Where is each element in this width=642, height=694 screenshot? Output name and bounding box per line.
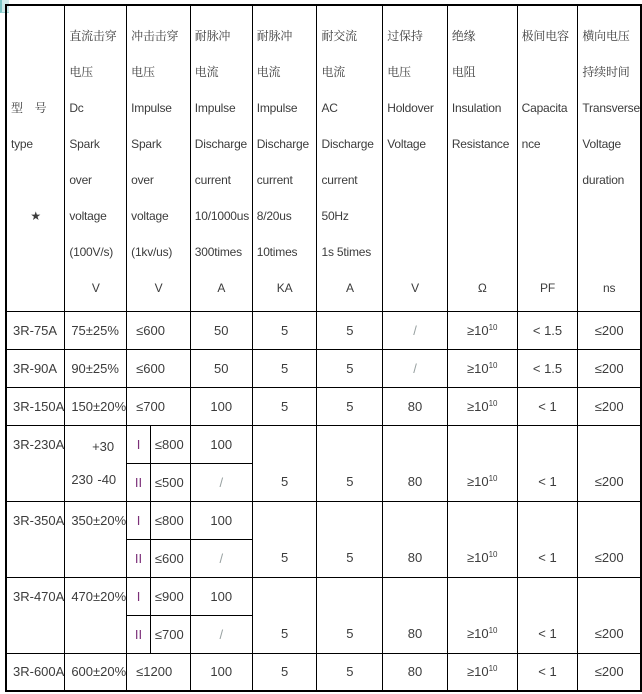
header-line <box>7 234 64 270</box>
header-line: 耐脉冲 <box>194 29 231 43</box>
insulation-base: ≥10 <box>466 549 489 565</box>
header-line: ns <box>603 281 616 295</box>
cell-i820 <box>252 501 317 577</box>
cell-capacitance <box>517 425 578 501</box>
cell-impulse: ≤1200 <box>127 653 191 691</box>
header-row <box>6 5 641 311</box>
header-impulse-discharge-current-8-20us <box>252 5 317 311</box>
cell-grade: I <box>127 501 151 539</box>
cell-ac <box>317 577 383 653</box>
cell-insulation <box>447 501 517 577</box>
header-line: 电压 <box>387 65 411 79</box>
header-line: current <box>194 173 231 187</box>
header-line: V <box>411 281 419 295</box>
cell-dc: 90±25% <box>65 349 127 387</box>
cell-capacitance-text: < 1 <box>538 549 557 565</box>
header-line: current <box>321 173 358 187</box>
header-line: Ω <box>477 281 487 295</box>
header-line: 绝缘 <box>451 29 476 43</box>
cell-impulse: ≤600 <box>150 539 190 577</box>
header-line: Voltage <box>387 137 426 151</box>
header-line: V <box>91 281 100 295</box>
cell-i10: 100 <box>190 501 252 539</box>
cell-holdover <box>383 425 448 501</box>
cell-holdover: / <box>383 349 448 387</box>
header-line: Discharge <box>256 137 309 151</box>
header-line <box>7 54 64 90</box>
header-line: current <box>256 173 293 187</box>
cell-ac-text: 5 <box>346 625 354 641</box>
cell-grade: II <box>127 463 151 501</box>
cell-dc: 75±25% <box>65 311 127 349</box>
header-line: PF <box>540 281 555 295</box>
header-line: over <box>131 173 154 187</box>
cell-impulse: ≤800 <box>150 425 190 463</box>
header-line: Capacita <box>521 101 568 115</box>
spec-table-wrapper <box>5 4 642 692</box>
header-line <box>383 198 447 234</box>
cell-type <box>6 501 65 577</box>
header-line: nce <box>521 137 541 151</box>
cell-transverse-text: ≤200 <box>594 473 624 489</box>
insulation-exponent: 10 <box>488 360 498 370</box>
cell-transverse: ≤200 <box>578 653 641 691</box>
cell-type <box>6 425 65 501</box>
cell-type: 3R-75A <box>6 311 65 349</box>
header-capacitance <box>517 5 578 311</box>
cell-transverse <box>578 501 641 577</box>
insulation-base: ≥10 <box>466 664 489 680</box>
cell-transverse: ≤200 <box>578 311 641 349</box>
cell-ac <box>317 425 383 501</box>
cell-capacitance: < 1.5 <box>517 311 578 349</box>
dc-tolerance-minus: -40 <box>97 472 117 487</box>
header-line: type <box>11 137 33 151</box>
cell-holdover-text: 80 <box>407 473 423 489</box>
cell-type-text: 3R-470A <box>13 588 65 604</box>
cell-i820-text: 5 <box>280 473 289 489</box>
header-line: duration <box>582 173 625 187</box>
insulation-base: ≥10 <box>466 625 489 641</box>
cell-capacitance-text: < 1 <box>538 473 557 489</box>
header-line: 电压 <box>131 65 155 79</box>
cell-ac-text: 5 <box>346 549 354 565</box>
cell-transverse: ≤200 <box>578 349 641 387</box>
cell-holdover-text: 80 <box>407 625 423 641</box>
header-line: Transverse <box>582 101 640 115</box>
cell-grade: II <box>127 615 151 653</box>
table-row <box>6 349 641 387</box>
header-line: A <box>345 281 354 295</box>
header-line: 电流 <box>321 65 346 79</box>
header-line: Impulse <box>256 101 298 115</box>
cell-dc <box>65 501 127 577</box>
cell-dc: 150±20% <box>65 387 127 425</box>
spec-table-body <box>6 311 641 691</box>
header-line: V <box>154 281 163 295</box>
cell-i820 <box>252 425 317 501</box>
cell-insulation-text <box>448 463 517 501</box>
header-line: over <box>69 173 92 187</box>
header-impulse-sparkover-voltage <box>127 5 191 311</box>
header-line: 10/1000us <box>194 209 250 223</box>
cell-ac-text: 5 <box>346 473 354 489</box>
table-row <box>6 577 641 615</box>
cell-i820 <box>252 577 317 653</box>
header-line: 持续时间 <box>582 65 630 79</box>
cell-i10: 100 <box>190 425 252 463</box>
cell-ac: 5 <box>317 349 383 387</box>
cell-holdover-text: 80 <box>407 549 423 565</box>
cell-i10: 100 <box>190 387 252 425</box>
cell-i820: 5 <box>252 311 317 349</box>
header-line <box>383 234 447 270</box>
cell-type: 3R-90A <box>6 349 65 387</box>
cell-type: 3R-150A <box>6 387 65 425</box>
cell-type-text: 3R-350A <box>13 512 65 528</box>
cell-impulse: ≤800 <box>150 501 190 539</box>
cell-capacitance: < 1 <box>517 653 578 691</box>
insulation-base: ≥10 <box>466 398 489 414</box>
cell-impulse: ≤700 <box>150 615 190 653</box>
cell-i10: / <box>190 539 252 577</box>
header-holdover-voltage <box>383 5 448 311</box>
cell-ac: 5 <box>317 387 383 425</box>
dc-value-line <box>65 463 126 496</box>
header-line: 8/20us <box>256 209 292 223</box>
insulation-exponent: 10 <box>488 398 498 408</box>
header-line <box>518 198 578 234</box>
cell-i820: 5 <box>252 653 317 691</box>
cell-insulation <box>447 311 517 349</box>
insulation-exponent: 10 <box>488 322 498 332</box>
cell-dc <box>65 577 127 653</box>
cell-impulse: ≤900 <box>150 577 190 615</box>
header-line <box>7 162 64 198</box>
cell-i820-text: 5 <box>280 549 289 565</box>
dc-tolerance-plus: +30 <box>92 439 115 454</box>
header-ac-discharge-current <box>317 5 383 311</box>
cell-i820-text: 5 <box>280 625 289 641</box>
header-line: 耐脉冲 <box>256 29 293 43</box>
header-line: 300times <box>194 245 242 259</box>
cell-holdover: 80 <box>383 387 448 425</box>
insulation-exponent: 10 <box>488 473 498 483</box>
header-type <box>6 5 65 311</box>
cell-i820: 5 <box>252 387 317 425</box>
cell-type <box>6 577 65 653</box>
header-line: 直流击穿 <box>69 29 117 43</box>
cell-insulation <box>447 577 517 653</box>
cell-i10: 50 <box>190 311 252 349</box>
header-line <box>518 162 578 198</box>
cell-capacitance: < 1.5 <box>517 349 578 387</box>
table-row <box>6 311 641 349</box>
header-line: 1s 5times <box>321 245 372 259</box>
header-line: A <box>217 281 226 295</box>
cell-dc <box>65 425 127 501</box>
header-line: AC <box>321 101 338 115</box>
insulation-exponent: 10 <box>488 664 498 674</box>
spec-table-head <box>6 5 641 311</box>
cell-ac: 5 <box>317 653 383 691</box>
header-line: Voltage <box>582 137 622 151</box>
cell-ac <box>317 501 383 577</box>
header-line: 横向电压 <box>582 29 630 43</box>
header-line: voltage <box>131 209 169 223</box>
cell-holdover <box>383 577 448 653</box>
header-line: Holdover <box>387 101 434 115</box>
cell-transverse <box>578 577 641 653</box>
cell-ac: 5 <box>317 311 383 349</box>
header-line: 电流 <box>194 65 219 79</box>
header-dc-sparkover-voltage <box>65 5 127 311</box>
insulation-exponent: 10 <box>488 549 498 559</box>
cell-i10: 100 <box>190 653 252 691</box>
header-line: Discharge <box>194 137 248 151</box>
insulation-exponent: 10 <box>488 625 498 635</box>
cell-type: 3R-600A <box>6 653 65 691</box>
cell-grade: II <box>127 539 151 577</box>
cell-i10: / <box>190 615 252 653</box>
header-line: 电流 <box>256 65 281 79</box>
header-line: Impulse <box>131 101 172 115</box>
header-line: (100V/s) <box>69 245 114 259</box>
header-line: KA <box>276 281 293 295</box>
header-line: Resistance <box>451 137 510 151</box>
spec-table <box>5 4 642 692</box>
cell-i10: / <box>190 463 252 501</box>
header-line: 冲击击穿 <box>131 29 179 43</box>
insulation-base: ≥10 <box>466 360 489 376</box>
header-line: Impulse <box>194 101 236 115</box>
header-line <box>578 234 640 270</box>
header-line: ★ <box>30 209 41 223</box>
cell-insulation <box>447 349 517 387</box>
header-line <box>7 18 64 54</box>
header-line: 耐交流 <box>321 29 357 43</box>
cell-holdover: 80 <box>383 653 448 691</box>
header-line: Discharge <box>321 137 374 151</box>
header-line <box>7 270 64 306</box>
header-line <box>383 162 447 198</box>
cell-impulse: ≤500 <box>150 463 190 501</box>
header-transverse-voltage-duration <box>578 5 641 311</box>
header-line: Insulation <box>451 101 502 115</box>
cell-dc-text: 350±20% <box>71 512 127 528</box>
cell-insulation-text <box>448 615 517 653</box>
header-line: 型 号 <box>11 101 47 115</box>
header-insulation-resistance <box>447 5 517 311</box>
cell-i10: 50 <box>190 349 252 387</box>
header-line <box>518 54 578 90</box>
table-row <box>6 653 641 691</box>
cell-transverse <box>578 425 641 501</box>
cell-transverse-text: ≤200 <box>594 549 624 565</box>
cell-grade: I <box>127 577 151 615</box>
table-row <box>6 501 641 539</box>
header-line <box>578 198 640 234</box>
cell-dc: 600±20% <box>65 653 127 691</box>
cell-transverse-text: ≤200 <box>594 625 624 641</box>
header-line: voltage <box>69 209 107 223</box>
header-line: 50Hz <box>321 209 349 223</box>
header-impulse-discharge-current-10-1000us <box>190 5 252 311</box>
cell-holdover <box>383 501 448 577</box>
header-line: 过保持 <box>387 29 423 43</box>
header-line: 极间电容 <box>521 29 569 43</box>
cell-insulation <box>447 425 517 501</box>
cell-impulse: ≤600 <box>127 311 191 349</box>
header-line: Spark <box>69 137 100 151</box>
cell-capacitance <box>517 501 578 577</box>
header-line: Dc <box>69 101 84 115</box>
table-row <box>6 387 641 425</box>
cell-transverse: ≤200 <box>578 387 641 425</box>
header-line: (1kv/us) <box>131 245 173 259</box>
cell-type-text: 3R-230A <box>13 436 65 452</box>
header-line <box>518 234 578 270</box>
header-line: 电压 <box>69 65 93 79</box>
cell-capacitance <box>517 577 578 653</box>
insulation-base: ≥10 <box>466 322 489 338</box>
cell-impulse: ≤700 <box>127 387 191 425</box>
header-line <box>448 234 517 270</box>
header-line: Spark <box>131 137 162 151</box>
header-line: 10times <box>256 245 298 259</box>
cell-insulation <box>447 653 517 691</box>
cell-grade: I <box>127 425 151 463</box>
table-row <box>6 425 641 463</box>
cell-i10: 100 <box>190 577 252 615</box>
header-line <box>448 198 517 234</box>
cell-insulation <box>447 387 517 425</box>
cell-impulse: ≤600 <box>127 349 191 387</box>
insulation-base: ≥10 <box>466 473 489 489</box>
dc-nominal: 230 <box>71 472 94 487</box>
cell-capacitance-text: < 1 <box>538 625 557 641</box>
cell-capacitance: < 1 <box>517 387 578 425</box>
header-line <box>448 162 517 198</box>
cell-insulation-text <box>448 539 517 577</box>
cell-holdover: / <box>383 311 448 349</box>
cell-i820: 5 <box>252 349 317 387</box>
cell-dc-text: 470±20% <box>71 588 127 604</box>
header-line: 电阻 <box>451 65 476 79</box>
